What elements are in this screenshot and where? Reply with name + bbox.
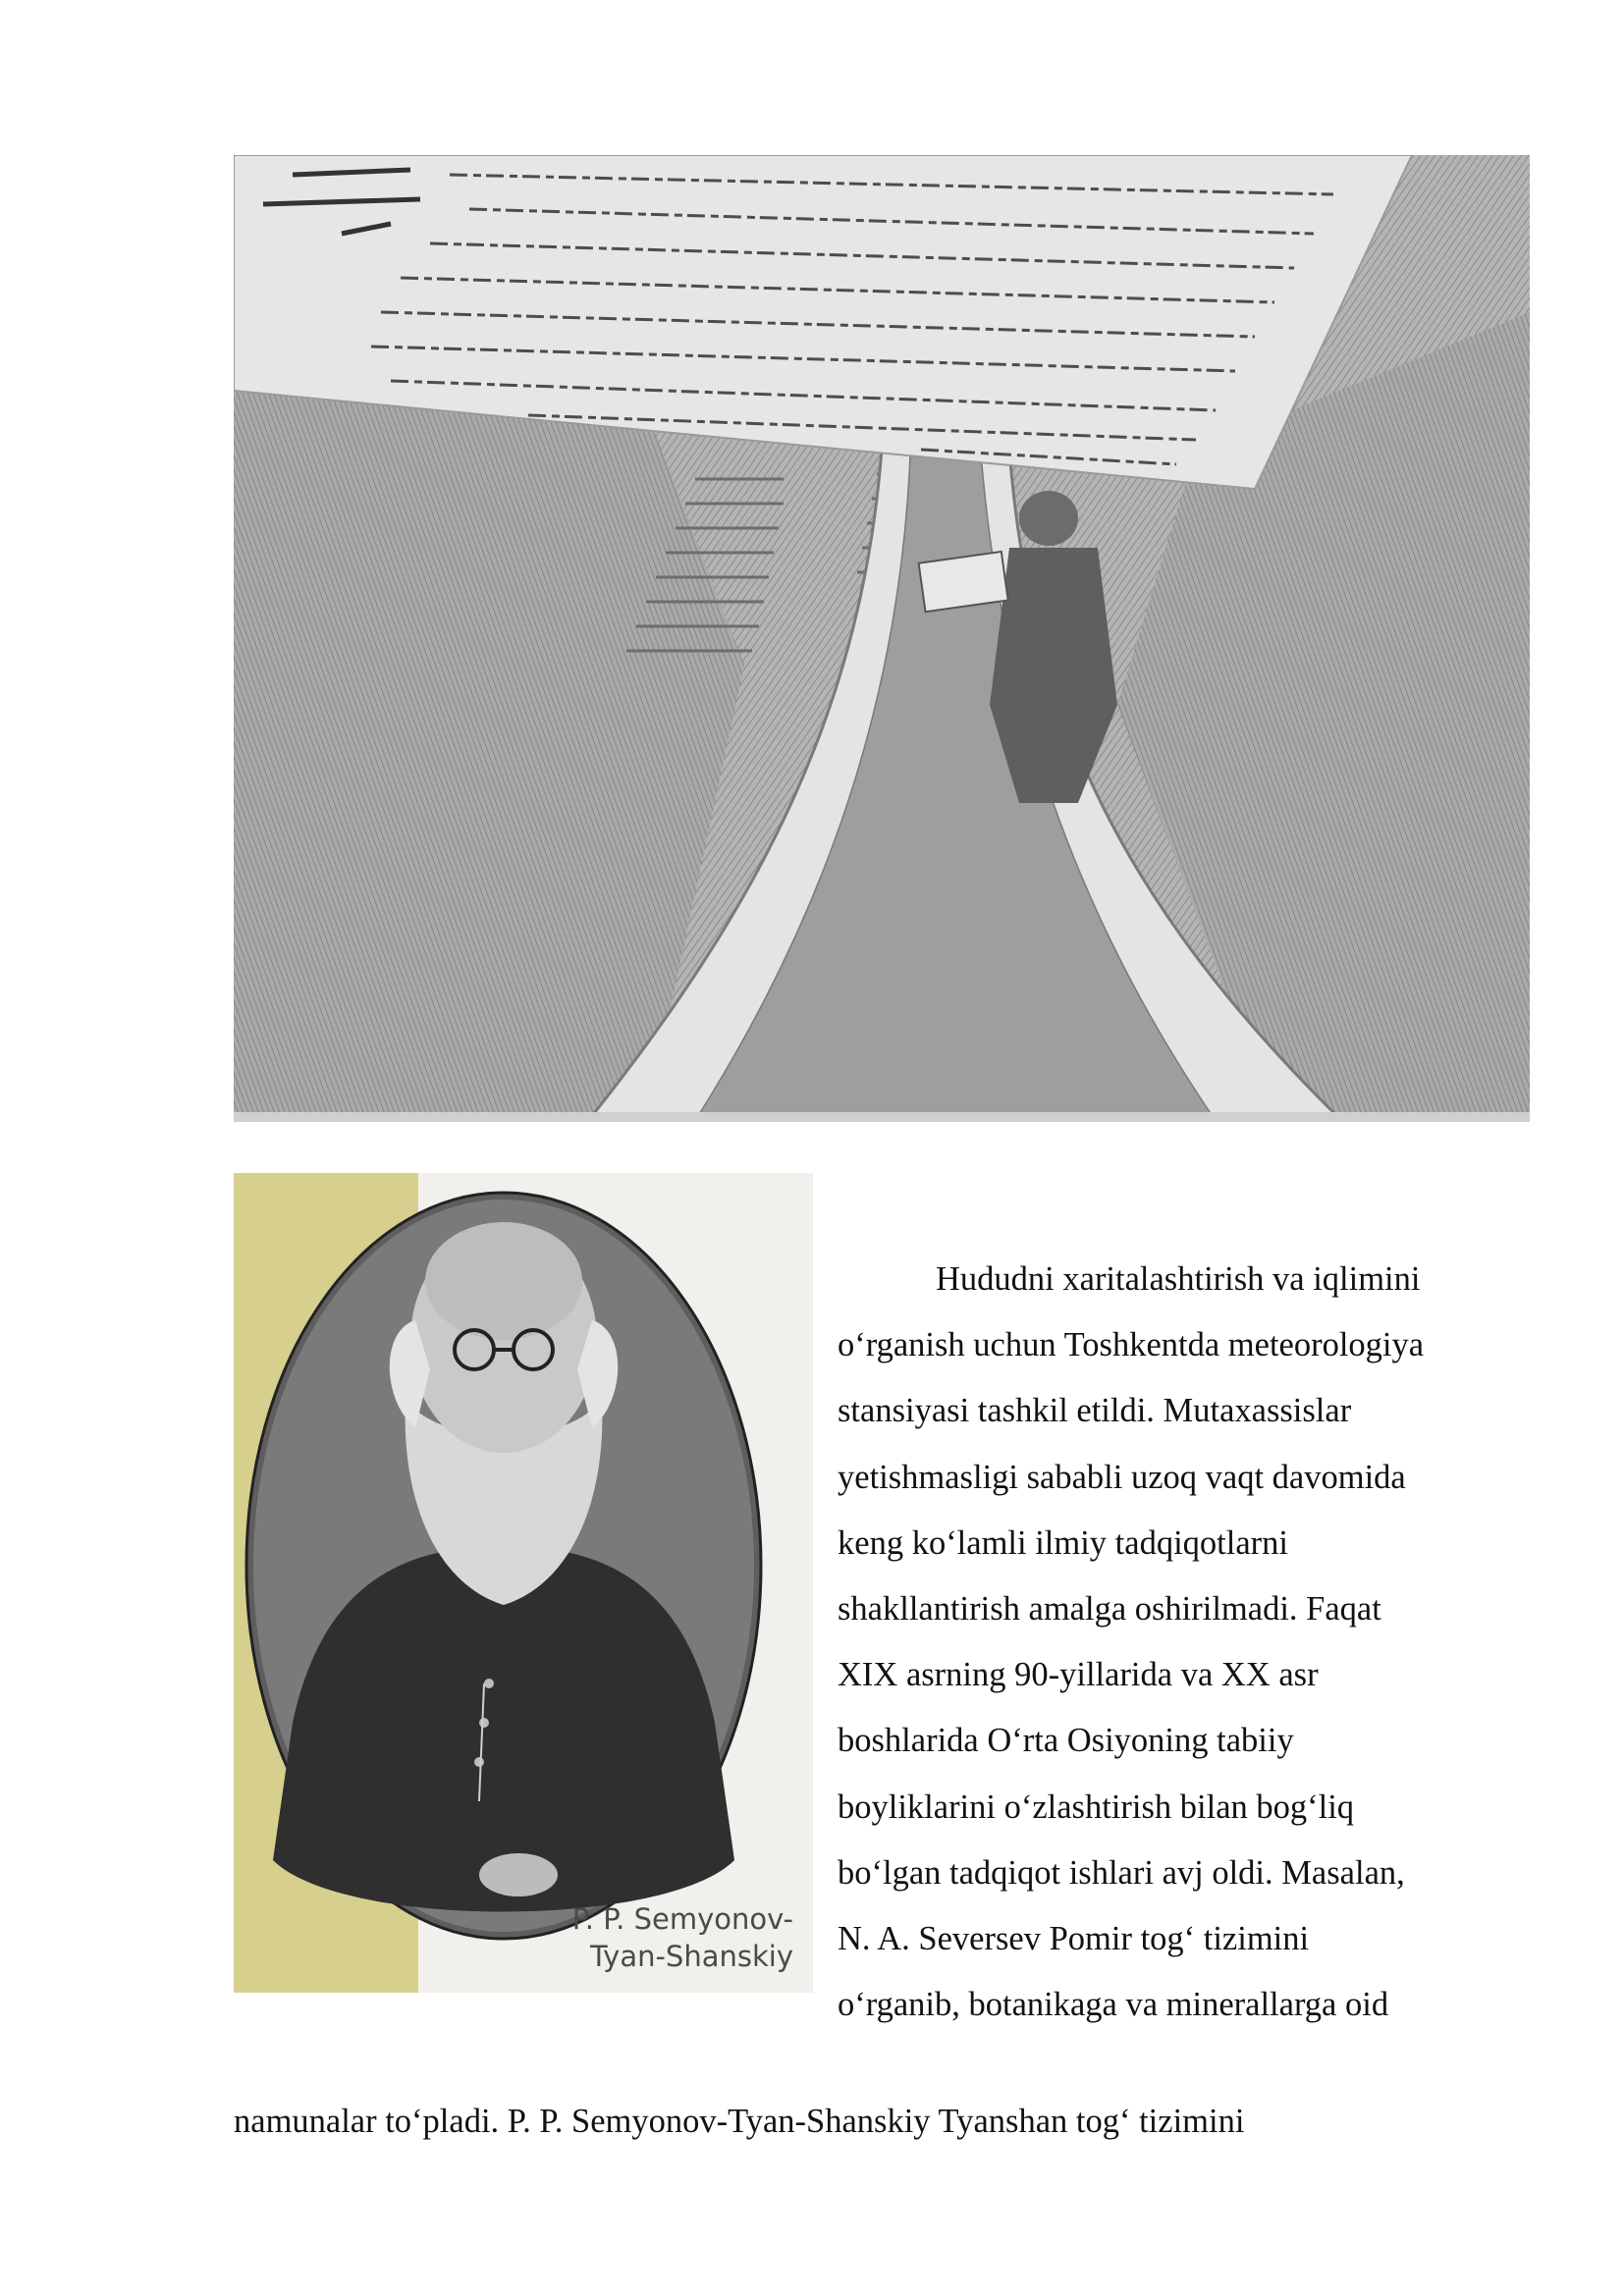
paragraph-line: stansiyasi tashkil etildi. Mutaxassislar	[838, 1392, 1352, 1430]
body-text-column	[838, 1247, 1525, 2038]
portrait-image	[234, 1173, 813, 1993]
paragraph-line: yetishmasligi sababli uzoq vaqt davomida	[838, 1458, 1406, 1496]
paragraph-line: N. A. Seversev Pomir tog‘ tizimini	[838, 1919, 1310, 1957]
caption-line: Tyan-Shanskiy	[589, 1940, 793, 1973]
paragraph-line: keng ko‘lamli ilmiy tadqiqotlarni	[838, 1523, 1288, 1562]
paragraph-line: boyliklarini o‘zlashtirish bilan bog‘liq	[838, 1788, 1355, 1826]
paragraph-line: bo‘lgan tadqiqot ishlari avj oldi. Masalan,	[838, 1853, 1405, 1892]
paragraph-line-full-width: namunalar to‘pladi. P. P. Semyonov-Tyan-Shanskiy Tyanshan tog‘ tizimini	[234, 2103, 1245, 2140]
paragraph-line: boshlarida O‘rta Osiyoning tabiiy	[838, 1722, 1294, 1760]
paragraph-line: XIX asrning 90-yillarida va XX asr	[838, 1656, 1319, 1694]
paragraph-line: o‘rganib, botanikaga va minerallarga oid	[838, 1986, 1389, 2024]
portrait-figure	[234, 1173, 813, 1993]
paragraph-line: Hududni xaritalashtirish va iqlimini	[936, 1260, 1421, 1298]
aqueduct-engraving-image	[234, 155, 1530, 1122]
portrait-caption	[572, 1900, 793, 1975]
paragraph-line: o‘rganish uchun Toshkentda meteorologiya	[838, 1326, 1425, 1364]
paragraph-line: shakllantirish amalga oshirilmadi. Faqat	[838, 1589, 1381, 1628]
caption-line: P. P. Semyonov-	[571, 1902, 793, 1936]
